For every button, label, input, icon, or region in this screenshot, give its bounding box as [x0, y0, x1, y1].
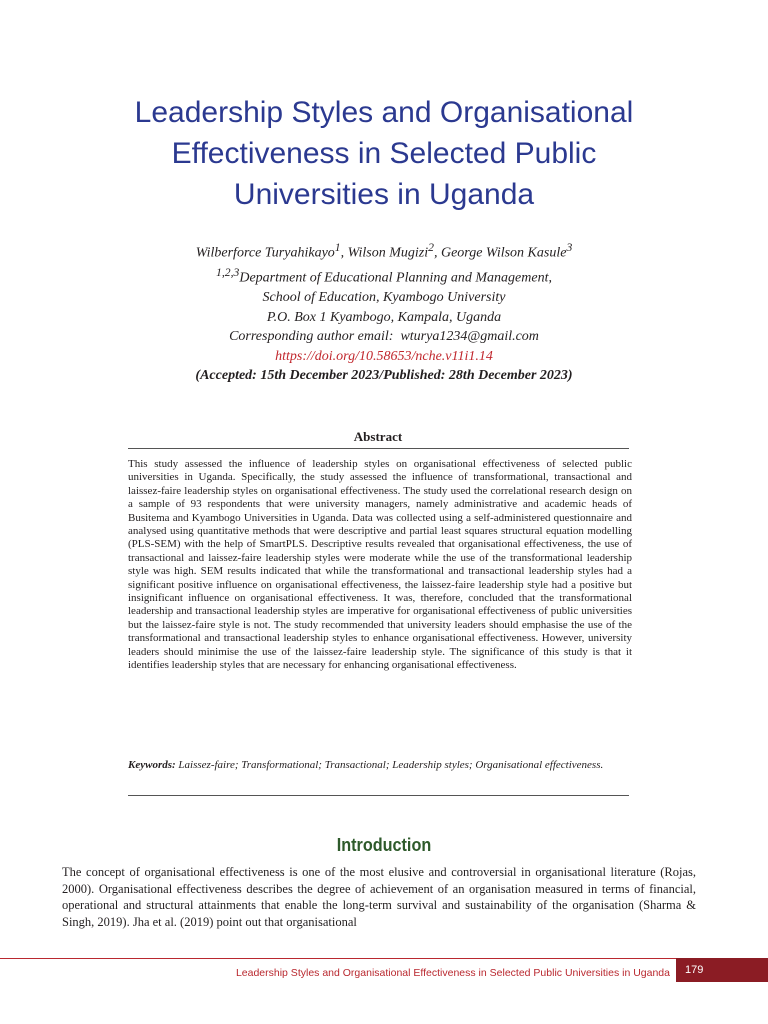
affiliation-line-2: School of Education, Kyambogo University [262, 290, 506, 306]
author-sup: 3 [566, 241, 573, 254]
email-label: Corresponding author email: [229, 329, 394, 345]
author-block [60, 238, 708, 386]
footer-rule [0, 958, 768, 959]
affiliation-department: Department of Educational Planning and Management, [239, 270, 552, 286]
title-line-1: Leadership Styles and Organisational [134, 96, 634, 129]
doi-link[interactable]: https://doi.org/10.58653/nche.v11i1.14 [275, 348, 493, 364]
author-name: Wilson Mugizi [347, 245, 429, 261]
affiliation-line-1 [60, 263, 708, 288]
keywords-label: Keywords: [128, 759, 176, 771]
introduction-text: The concept of organisational effectiveness is one of the most elusive and controversial in organisational literature (Rojas, 2000). Organisational effectiveness describes the degree of achievement of an organisation measured in terms of financial, operational and structural attainments that enable the long-term survival and sustainability of the organisation (Sharma & Singh, 2019). Jha et al. (2019) point out that organisational [62, 865, 696, 929]
abstract-text: This study assessed the influence of leadership styles on organisational effectiveness of selected public universities in Uganda. Specifically, the study assessed the influence of transformational, transactional and laissez-faire leadership styles on organisational effectiveness. The study used the correlational research design on a sample of 93 respondents that were university managers, namely administrative and academic heads of Busitema and Kyambogo Universities in Uganda. Data was collected using a self-administered questionnaire and analysed using quantitative methods that were descriptive and partial least squares structural equation modelling (PLS-SEM) with the help of SmartPLS. Descriptive results revealed that organisational effectiveness, the use of transactional and laissez-faire leadership styles were moderate while the use of the transformational leadership style was high. SEM results indicated that while the transformational and transactional leadership styles had a significant positive influence on organisational effectiveness, the laissez-faire leadership style had a positive but insignificant influence on organisational effectiveness. It was, therefore, concluded that the transformational leadership and transactional leadership styles are imperative for organisational effectiveness of public universities but the laissez-faire style is not. The study recommended that university leaders should emphasise the use of the transformational and transactional leadership styles to enhance organisational effectiveness. However, university leaders should minimise the use of the laissez-faire leadership style. The significance of this study is that it identifies leadership styles that are necessary for enhancing organisational effectiveness. [128, 458, 632, 672]
keywords-list: Laissez-faire; Transformational; Transactional; Leadership styles; Organisational effectiveness. [178, 759, 604, 771]
page-number: 179 [676, 958, 768, 982]
email-line [60, 327, 708, 347]
author-name: Wilberforce Turyahikayo [195, 245, 335, 261]
title-line-3: Universities in Uganda [233, 178, 535, 211]
paper-title [40, 92, 728, 215]
publication-dates: (Accepted: 15th December 2023/Published: 28th December 2023) [195, 368, 573, 384]
introduction-heading: Introduction [336, 835, 432, 855]
running-title: Leadership Styles and Organisational Effectiveness in Selected Public Universities in Uganda [235, 967, 670, 979]
abstract-bottom-rule [128, 795, 629, 796]
affiliation-sup: 1,2,3 [216, 266, 240, 280]
keywords [128, 758, 632, 772]
email-address[interactable]: wturya1234@gmail.com [400, 329, 539, 345]
address: P.O. Box 1 Kyambogo, Kampala, Uganda [266, 309, 502, 325]
abstract-heading: Abstract [353, 429, 403, 444]
author-sup: 1 [334, 241, 341, 254]
author-name: George Wilson Kasule [440, 245, 567, 261]
abstract-top-rule [128, 448, 629, 449]
author-sup: 2 [428, 241, 434, 254]
title-line-2: Effectiveness in Selected Public [171, 137, 597, 170]
author-names: Wilberforce Turyahikayo$^1$, Wilson Mugizi$^2$, George Wilson Kasule$^3$ [195, 241, 573, 261]
